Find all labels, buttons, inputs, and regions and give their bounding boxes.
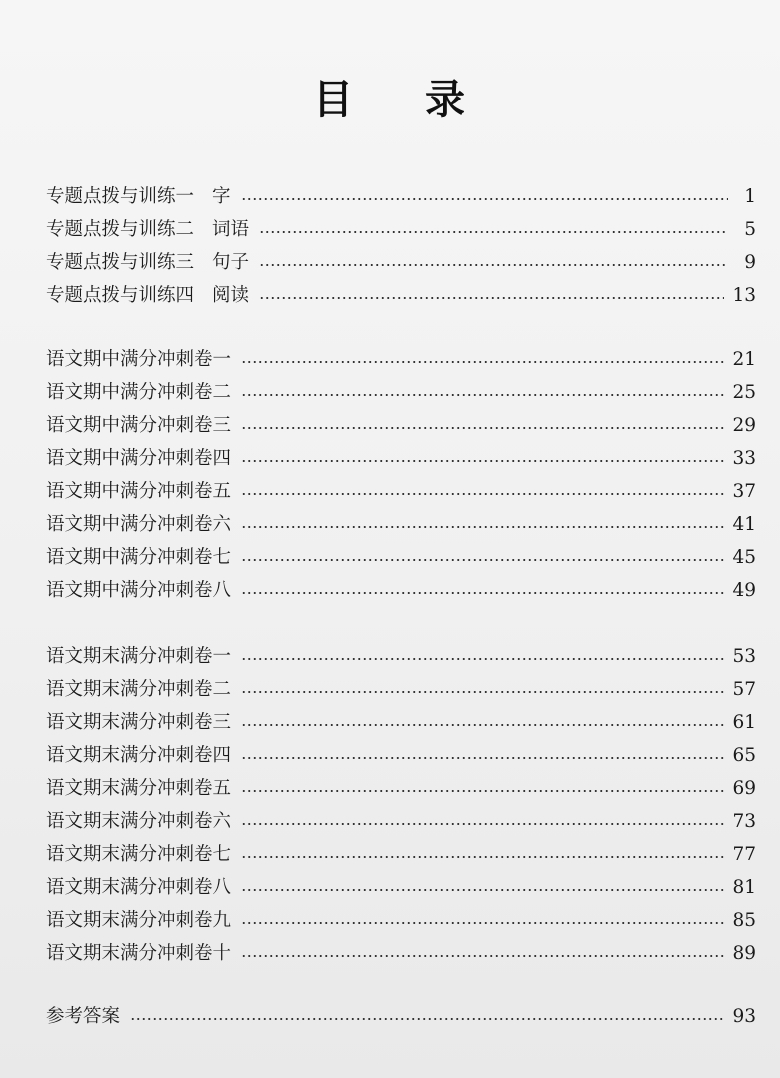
toc-entry-label: 语文期中满分冲刺卷二 (46, 382, 232, 403)
toc-entry[interactable] (46, 343, 756, 376)
toc-entry-label: 专题点拨与训练三 句子 (46, 246, 249, 279)
toc-entry-subtitle: 词语 (212, 219, 250, 240)
toc-entry-page: 45 (732, 547, 756, 568)
toc-entry[interactable] (46, 475, 756, 508)
toc-entry-page: 49 (732, 580, 756, 601)
toc-entry-page: 53 (732, 646, 756, 667)
toc-entry-label: 专题点拨与训练一 字 (46, 180, 231, 213)
toc-entry-label: 语文期末满分冲刺卷七 (46, 844, 232, 865)
leader-dots (241, 922, 724, 924)
toc-entry[interactable] (46, 673, 756, 706)
toc-entry-label: 语文期末满分冲刺卷九 (46, 910, 232, 931)
toc-entry[interactable] (46, 279, 756, 312)
leader-dots (241, 394, 724, 396)
toc-entry-label: 语文期末满分冲刺卷二 (46, 679, 232, 700)
toc-entry-page: 93 (732, 1006, 756, 1027)
title-char-1: 目 (313, 77, 355, 123)
toc-entry[interactable] (46, 1000, 756, 1033)
leader-dots (241, 427, 724, 429)
toc-entry[interactable] (46, 871, 756, 904)
title-char-2: 录 (425, 77, 467, 123)
toc-entry-label: 语文期末满分冲刺卷五 (46, 778, 232, 799)
toc-entry-page: 81 (732, 877, 756, 898)
toc-section-final (46, 640, 756, 970)
toc-entry[interactable] (46, 574, 756, 607)
toc-entry[interactable] (46, 640, 756, 673)
leader-dots (130, 1018, 724, 1020)
toc-entry-page: 33 (732, 448, 756, 469)
toc-section-answers (46, 1000, 756, 1033)
toc-entry[interactable] (46, 376, 756, 409)
toc-entry-label: 语文期中满分冲刺卷三 (46, 415, 232, 436)
leader-dots (241, 889, 724, 891)
leader-dots (241, 526, 724, 528)
toc-entry-label: 语文期末满分冲刺卷四 (46, 745, 232, 766)
toc-entry[interactable] (46, 246, 756, 279)
toc-section-topics (46, 180, 756, 312)
toc-entry-page: 77 (732, 844, 756, 865)
page-title (0, 68, 780, 125)
toc-entry-label: 专题点拨与训练二 词语 (46, 213, 249, 246)
toc-entry[interactable] (46, 772, 756, 805)
toc-entry[interactable] (46, 409, 756, 442)
leader-dots (241, 856, 724, 858)
toc-entry-page: 65 (732, 745, 756, 766)
toc-entry[interactable] (46, 739, 756, 772)
toc-entry-page: 41 (732, 514, 756, 535)
leader-dots (241, 460, 724, 462)
leader-dots (241, 361, 724, 363)
toc-entry-label: 语文期中满分冲刺卷四 (46, 448, 232, 469)
toc-entry[interactable] (46, 805, 756, 838)
toc-entry-label: 语文期末满分冲刺卷八 (46, 877, 232, 898)
toc-entry-label: 语文期末满分冲刺卷三 (46, 712, 232, 733)
leader-dots (241, 691, 724, 693)
toc-entry-page: 21 (732, 349, 756, 370)
toc-entry-label: 语文期中满分冲刺卷五 (46, 481, 232, 502)
toc-entry[interactable] (46, 180, 756, 213)
toc-section-midterm (46, 343, 756, 607)
toc-entry-subtitle: 阅读 (212, 285, 250, 306)
toc-entry-page: 9 (744, 252, 756, 273)
leader-dots (241, 559, 724, 561)
leader-dots (241, 724, 724, 726)
toc-entry-page: 69 (732, 778, 756, 799)
toc-entry-page: 5 (744, 219, 756, 240)
leader-dots (241, 493, 724, 495)
toc-entry[interactable] (46, 213, 756, 246)
toc-entry-page: 89 (732, 943, 756, 964)
toc-entry-label: 语文期中满分冲刺卷七 (46, 547, 232, 568)
toc-entry-label: 语文期中满分冲刺卷一 (46, 349, 232, 370)
toc-entry-label: 语文期末满分冲刺卷六 (46, 811, 232, 832)
toc-entry-label: 参考答案 (46, 1006, 121, 1027)
toc-entry-page: 73 (732, 811, 756, 832)
leader-dots (241, 592, 724, 594)
leader-dots (259, 297, 724, 299)
toc-entry[interactable] (46, 541, 756, 574)
toc-entry-subtitle: 句子 (212, 252, 250, 273)
toc-entry-label: 语文期中满分冲刺卷六 (46, 514, 232, 535)
toc-entry-label: 专题点拨与训练四 阅读 (46, 279, 249, 312)
toc-entry-subtitle: 字 (212, 186, 231, 207)
toc-entry[interactable] (46, 706, 756, 739)
toc-entry-label: 语文期中满分冲刺卷八 (46, 580, 232, 601)
leader-dots (241, 790, 724, 792)
leader-dots (259, 264, 728, 266)
toc-entry-label: 语文期末满分冲刺卷十 (46, 943, 232, 964)
toc-entry[interactable] (46, 508, 756, 541)
toc-entry[interactable] (46, 937, 756, 970)
toc-entry-page: 1 (744, 186, 756, 207)
leader-dots (241, 757, 724, 759)
leader-dots (241, 198, 728, 200)
toc-entry-page: 57 (732, 679, 756, 700)
toc-entry[interactable] (46, 838, 756, 871)
toc-entry[interactable] (46, 904, 756, 937)
leader-dots (241, 823, 724, 825)
toc-entry-page: 29 (732, 415, 756, 436)
toc-entry-page: 13 (732, 285, 756, 306)
toc-entry-page: 25 (732, 382, 756, 403)
toc-entry[interactable] (46, 442, 756, 475)
toc-entry-page: 37 (732, 481, 756, 502)
toc-entry-label: 语文期末满分冲刺卷一 (46, 646, 232, 667)
toc-entry-page: 85 (732, 910, 756, 931)
leader-dots (259, 231, 728, 233)
leader-dots (241, 658, 724, 660)
toc-entry-page: 61 (732, 712, 756, 733)
leader-dots (241, 955, 724, 957)
